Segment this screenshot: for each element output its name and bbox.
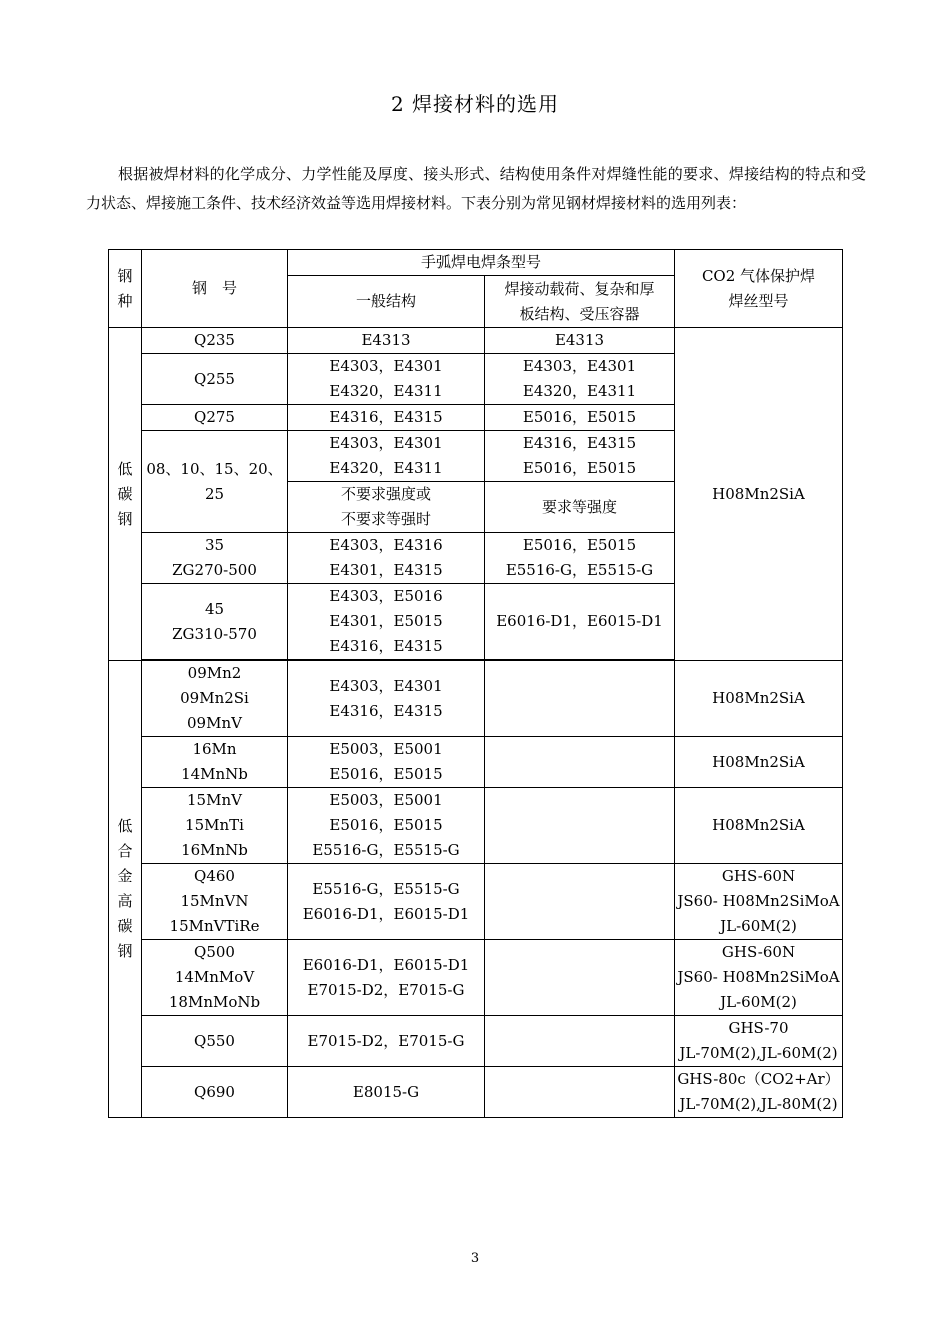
welding-material-table: [108, 249, 843, 1118]
header-dynamic: 焊接动载荷、复杂和厚 板结构、受压容器: [485, 276, 675, 328]
grade-cell: Q275: [142, 405, 288, 431]
dynamic-cell: [485, 864, 675, 940]
grade-cell: 09Mn2 09Mn2Si 09MnV: [142, 661, 288, 737]
grade-cell: Q690: [142, 1067, 288, 1118]
grade-cell: Q550: [142, 1016, 288, 1067]
general-cell: E4303，E5016 E4301，E5015 E4316，E4315: [288, 584, 485, 660]
general-cell: E7015-D2，E7015-G: [288, 1016, 485, 1067]
general-cell: E5003，E5001 E5016，E5015: [288, 737, 485, 788]
grade-cell: Q255: [142, 354, 288, 405]
grade-cell: 16Mn 14MnNb: [142, 737, 288, 788]
co2-cell: GHS-80c（CO2+Ar） JL-70M(2),JL-80M(2): [675, 1067, 843, 1118]
intro-paragraph: 根据被焊材料的化学成分、力学性能及厚度、接头形式、结构使用条件对焊缝性能的要求、焊接结构的特点和受力状态、焊接施工条件、技术经济效益等选用焊接材料。下表分别为常见钢材焊接材料的选用列表：: [86, 165, 866, 212]
co2-cell: H08Mn2SiA: [675, 788, 843, 864]
grade-cell: 45 ZG310-570: [142, 584, 288, 660]
general-cell: E4303，E4301 E4320，E4311: [288, 431, 485, 482]
steel-type-low-carbon: 低 碳 钢: [109, 328, 142, 661]
grade-cell: 15MnV 15MnTi 16MnNb: [142, 788, 288, 864]
dynamic-cell: 要求等强度: [485, 482, 675, 533]
dynamic-cell: [485, 1067, 675, 1118]
dynamic-cell: [485, 788, 675, 864]
dynamic-cell: E6016-D1，E6015-D1: [485, 584, 675, 660]
general-cell: E4313: [288, 328, 485, 354]
header-arc-welding: 手弧焊电焊条型号: [288, 250, 675, 276]
header-general: 一般结构: [288, 276, 485, 328]
general-cell: E4316，E4315: [288, 405, 485, 431]
dynamic-cell: E4303，E4301 E4320，E4311: [485, 354, 675, 405]
steel-type-low-alloy: 低 合 金 高 碳 钢: [109, 661, 142, 1118]
general-cell: E4303，E4301 E4316，E4315: [288, 661, 485, 737]
dynamic-cell: E5016，E5015: [485, 405, 675, 431]
page-title: 2 焊接材料的选用: [390, 92, 560, 116]
grade-cell: Q500 14MnMoV 18MnMoNb: [142, 940, 288, 1016]
general-cell: E5003，E5001 E5016，E5015 E5516-G，E5515-G: [288, 788, 485, 864]
co2-cell: GHS-60N JS60- H08Mn2SiMoA JL-60M(2): [675, 864, 843, 940]
co2-cell: H08Mn2SiA: [675, 737, 843, 788]
header-grade: 钢 号: [142, 250, 288, 328]
header-steel-type: 钢 种: [109, 250, 142, 328]
general-cell: E5516-G，E5515-G E6016-D1，E6015-D1: [288, 864, 485, 940]
dynamic-cell: E4313: [485, 328, 675, 354]
grade-cell: Q460 15MnVN 15MnVTiRe: [142, 864, 288, 940]
dynamic-cell: [485, 737, 675, 788]
dynamic-cell: E4316，E4315 E5016，E5015: [485, 431, 675, 482]
dynamic-cell: [485, 940, 675, 1016]
page-number: 3: [470, 1251, 480, 1266]
co2-cell: H08Mn2SiA: [675, 661, 843, 737]
grade-cell: Q235: [142, 328, 288, 354]
grade-cell: 35 ZG270-500: [142, 533, 288, 584]
general-cell: E4303，E4301 E4320，E4311: [288, 354, 485, 405]
general-cell: E8015-G: [288, 1067, 485, 1118]
dynamic-cell: [485, 1016, 675, 1067]
co2-cell: GHS-60N JS60- H08Mn2SiMoA JL-60M(2): [675, 940, 843, 1016]
co2-cell-low-carbon: H08Mn2SiA: [675, 328, 843, 661]
header-co2: CO2 气体保护焊 焊丝型号: [675, 250, 843, 328]
dynamic-cell: [485, 661, 675, 737]
dynamic-cell: E5016，E5015 E5516-G，E5515-G: [485, 533, 675, 584]
general-cell: E6016-D1，E6015-D1 E7015-D2，E7015-G: [288, 940, 485, 1016]
general-cell: E4303，E4316 E4301，E4315: [288, 533, 485, 584]
co2-cell: GHS-70 JL-70M(2),JL-60M(2): [675, 1016, 843, 1067]
general-cell: 不要求强度或 不要求等强时: [288, 482, 485, 533]
grade-cell: 08、10、15、20、 25: [142, 431, 288, 533]
